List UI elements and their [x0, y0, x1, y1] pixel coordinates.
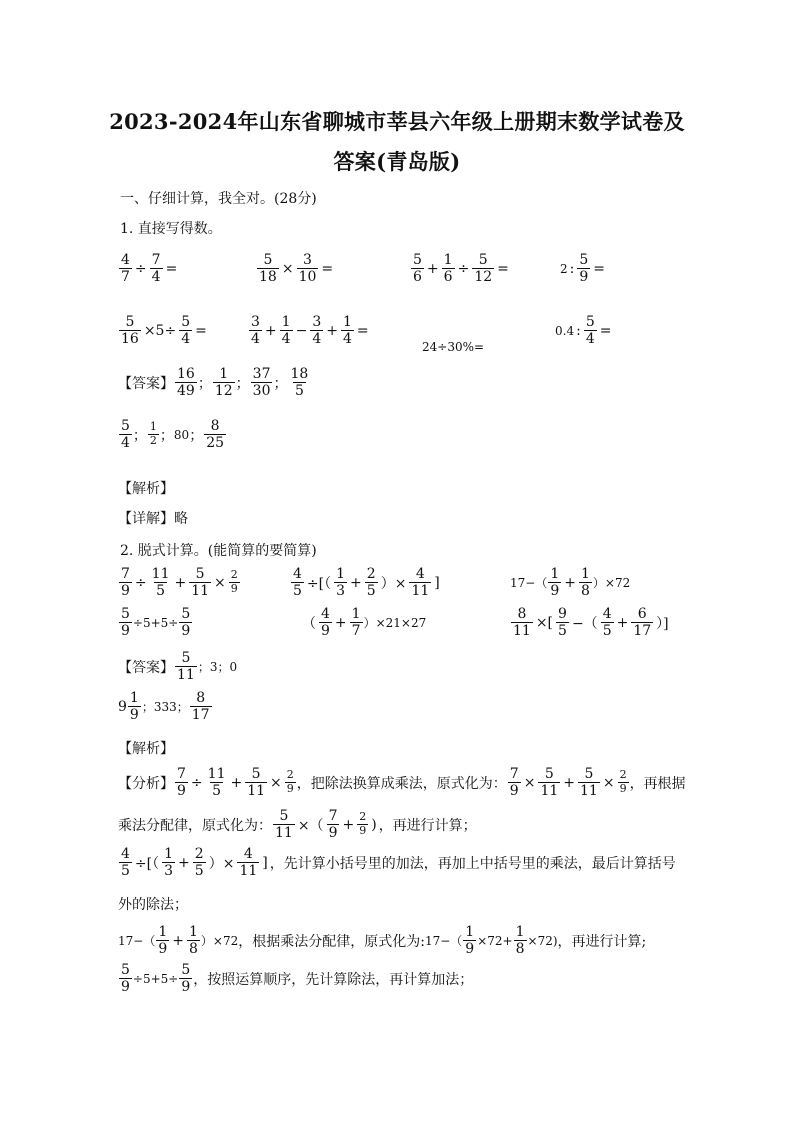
q2-expr-6: $\frac{8}{11}$ ×[ $\frac{9}{5}$ −（ $\frac{4}{5}$ + $\frac{6}{17}$ ）] — [513, 606, 669, 640]
q2-answer-row1: 【答案】 $\frac{5}{11}$ ；3；0 — [118, 650, 238, 684]
q2-expr-4: $\frac{5}{9}$ ÷5+5÷ $\frac{5}{9}$ — [121, 606, 191, 640]
q2-expr-2: $\frac{4}{5}$ ÷[（ $\frac{1}{3}$ + $\frac{2}{5}$ ）× $\frac{4}{11}$ ] — [293, 566, 440, 600]
page-title-line2: 答案(青岛版) — [333, 149, 461, 174]
q2-analysis-tag: 【解析】 — [118, 741, 174, 757]
q1-answer-row1: 【答案】 $\frac{16}{49}$ ； $\frac{1}{12}$ ； $\frac{37}{30}$ ； $\frac{18}{5}$ — [118, 366, 309, 400]
q1-expr-8: 0.4 : $\frac{5}{4}$ = — [555, 314, 612, 348]
page-title-line1: 2023-2024年山东省聊城市莘县六年级上册期末数学试卷及 — [109, 109, 685, 134]
analysis-line-b2: 外的除法； — [118, 897, 188, 913]
q1-analysis-tag: 【解析】 — [118, 481, 174, 497]
q2-expr-3: 17−（ $\frac{1}{9}$ + $\frac{1}{8}$ ）×72 — [510, 566, 631, 600]
q1-detail: 【详解】略 — [118, 511, 188, 527]
analysis-line-a: 【分析】 $\frac{7}{9}$ ÷ $\frac{11}{5}$ + $\frac{5}{11}$ × $\frac{2}{9}$ ，把除法换算成乘法，原式化为： $\frac{7}{9}$ × $\frac{5}{11}$ + $\frac{5}{11}$ × $\frac{2}{9}$ ，再根据 — [118, 766, 686, 800]
q2-answer-row2: 9 $\frac{1}{9}$ ；333； $\frac{8}{17}$ — [118, 690, 210, 724]
q1-expr-2: $\frac{5}{18}$ × $\frac{3}{10}$ = — [259, 252, 334, 286]
q1-expr-4: 2 : $\frac{5}{9}$ = — [560, 252, 606, 286]
analysis-line-b: $\frac{4}{5}$ ÷[（ $\frac{1}{3}$ + $\frac{2}{5}$ ）× $\frac{4}{11}$ ] ，先计算小括号里的加法，再加上中括号里的乘法，最后计算括号 — [121, 846, 676, 880]
q1-expr-7: 24÷30%= — [422, 340, 485, 354]
q1-label: 1. 直接写得数。 — [120, 221, 222, 237]
q1-expr-6: $\frac{3}{4}$ + $\frac{1}{4}$ − $\frac{3}{4}$ + $\frac{1}{4}$ = — [251, 314, 369, 348]
section1-heading: 一、仔细计算，我全对。(28分) — [120, 191, 317, 207]
q1-expr-5: $\frac{5}{16}$ ×5÷ $\frac{5}{4}$ = — [121, 314, 207, 348]
q1-answer-row2: $\frac{5}{4}$ ； $\frac{1}{2}$ ； 80 ； $\frac{8}{25}$ — [121, 418, 225, 452]
analysis-line-c: 17−（ $\frac{1}{9}$ + $\frac{1}{8}$ ）×72 ，根据乘法分配律，原式化为: 17−（ $\frac{1}{9}$ ×72+ $\frac{1}{8}$ ×72) ，再进行计算; — [118, 924, 647, 958]
q1-expr-1: $\frac{4}{7}$ ÷ $\frac{7}{4}$ = — [121, 252, 178, 286]
analysis-line-a2: 乘法分配律，原式化为： $\frac{5}{11}$ ×（ $\frac{7}{9}$ + $\frac{2}{9}$ ) ，再进行计算； — [118, 808, 477, 842]
analysis-line-d: $\frac{5}{9}$ ÷5+5÷ $\frac{5}{9}$ ，按照运算顺序，先计算除法，再计算加法； — [121, 962, 474, 996]
q2-expr-1: $\frac{7}{9}$ ÷ $\frac{11}{5}$ + $\frac{5}{11}$ × $\frac{2}{9}$ — [121, 566, 238, 600]
q2-label: 2. 脱式计算。(能简算的要简算) — [120, 543, 317, 559]
q2-expr-5: （ $\frac{4}{9}$ + $\frac{1}{7}$ ）×21×27 — [302, 606, 427, 640]
q1-expr-3: $\frac{5}{6}$ + $\frac{1}{6}$ ÷ $\frac{5}{12}$ = — [413, 252, 509, 286]
